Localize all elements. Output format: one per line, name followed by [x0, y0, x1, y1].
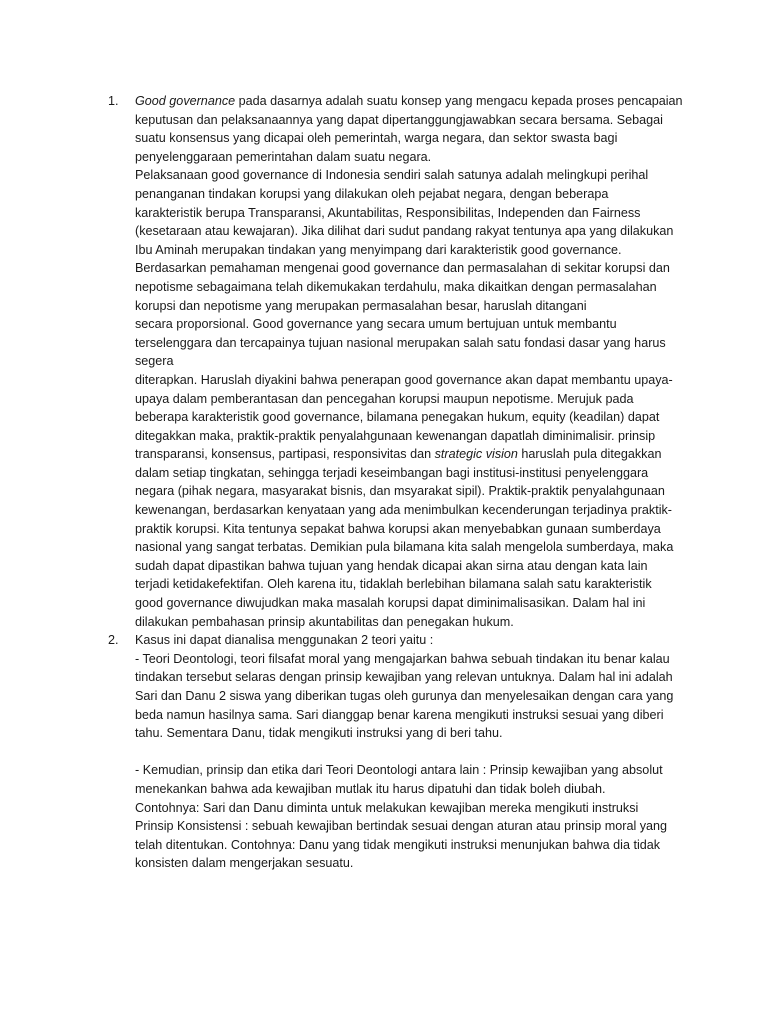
- text-run: Sari dan Danu 2 siswa yang diberikan tugas oleh gurunya dan menyelesaikan dengan cara yang: [135, 689, 674, 703]
- text-line: [135, 185, 678, 204]
- list-item-number: 2.: [108, 633, 119, 648]
- text-run: kewenangan, berdasarkan kenyataan yang ada menimbulkan kecenderungan terjadinya praktik-: [135, 503, 672, 518]
- text-line: [135, 222, 678, 241]
- text-line: [135, 445, 678, 464]
- text-line: [135, 334, 678, 353]
- text-line: [135, 92, 683, 111]
- text-run: nepotisme sebagaimana telah dikemukakan terdahulu, maka dikaitkan dengan permasalahan: [135, 279, 657, 294]
- text-run: good governance diwujudkan maka masalah korupsi dapat diminimalisasikan. Dalam hal ini: [135, 596, 646, 611]
- text-line: [135, 668, 678, 687]
- text-line: [135, 594, 678, 613]
- list-item: [108, 631, 678, 873]
- text-run: (kesetaraan atau kewajaran). Jika dilihat dari sudut pandang rakyat tentunya apa yang dilakukan: [135, 224, 674, 239]
- text-run: keputusan dan pelaksanaannya yang dapat dipertanggungjawabkan secara bersama. Sebagai: [135, 112, 663, 127]
- text-line: [135, 575, 678, 594]
- text-line: [135, 761, 678, 780]
- text-line: [135, 241, 678, 260]
- text-run: Contohnya: Sari dan Danu diminta untuk melakukan kewajiban mereka mengikuti instruksi: [135, 800, 639, 815]
- text-line: [135, 501, 678, 520]
- text-line: [135, 315, 678, 334]
- text-line: [135, 297, 678, 316]
- text-run: terjadi ketidakefektifan. Oleh karena itu, tidaklah berlebihan bilamana salah satu karakteristik: [135, 577, 652, 592]
- list-item-number: 1.: [108, 94, 119, 108]
- text-run: beda namun hasilnya sama. Sari dianggap benar karena mengikuti instruksi sesuai yang diberi: [135, 707, 664, 722]
- text-line: [135, 854, 678, 873]
- text-run: tahu. Sementara Danu, tidak mengikuti instruksi yang di beri tahu.: [135, 726, 503, 741]
- text-line: [135, 650, 678, 669]
- text-run: - Teori Deontologi, teori filsafat moral yang mengajarkan bahwa sebuah tindakan itu benar kalau: [135, 651, 670, 666]
- text-line: [135, 148, 678, 167]
- text-line: [135, 557, 678, 576]
- text-run: segera: [135, 354, 174, 369]
- text-line: [135, 371, 678, 390]
- text-line: [135, 278, 678, 297]
- text-run: secara proporsional. Good governance yang secara umum bertujuan untuk membantu: [135, 317, 617, 332]
- text-line: [135, 613, 678, 632]
- text-run: beberapa karakteristik good governance, bilamana penegakan hukum, equity (keadilan) dapat: [135, 410, 660, 425]
- text-line: [135, 259, 678, 278]
- text-line: [135, 390, 678, 409]
- text-run: diterapkan. Haruslah diyakini bahwa penerapan good governance akan dapat membantu upaya-: [135, 372, 673, 387]
- text-run: terselenggara dan tercapainya tujuan nasional merupakan salah satu fondasi dasar yang harus: [135, 335, 666, 350]
- text-run: penanganan tindakan korupsi yang dilakukan oleh pejabat negara, dengan beberapa: [135, 186, 609, 201]
- text-run: pada dasarnya adalah suatu konsep yang mengacu kepada proses pencapaian: [235, 94, 683, 108]
- text-run: tindakan tersebut selaras dengan prinsip kewajiban yang relevan untuknya. Dalam hal ini adalah: [135, 670, 673, 685]
- text-line: [135, 706, 678, 725]
- text-run: telah ditentukan. Contohnya: Danu yang tidak mengikuti instruksi menunjukan bahwa dia tidak: [135, 837, 661, 852]
- text-line: [135, 352, 678, 371]
- italic-text: strategic vision: [434, 447, 518, 462]
- numbered-list: [108, 92, 683, 873]
- text-run: sudah dapat dipastikan bahwa tujuan yang hendak dicapai akan sirna atau dengan kata lain: [135, 558, 648, 573]
- text-run: nasional yang sangat terbatas. Demikian pula bilamana kita salah mengelola sumberdaya, maka: [135, 540, 674, 555]
- text-run: upaya dalam pemberantasan dan pencegahan korupsi maupun nepotisme. Merujuk pada: [135, 391, 634, 406]
- text-line: [135, 427, 678, 446]
- text-run: dalam setiap tingkatan, sehingga terjadi keseimbangan bagi institusi-institusi penyelenggara: [135, 465, 649, 480]
- text-run: suatu konsensus yang dicapai oleh pemerintah, warga negara, dan sektor swasta bagi: [135, 131, 618, 146]
- text-line: [135, 408, 678, 427]
- text-run: Prinsip Konsistensi : sebuah kewajiban bertindak sesuai dengan aturan atau prinsip moral yang: [135, 819, 668, 834]
- text-line: [135, 631, 678, 650]
- text-line: [135, 538, 678, 557]
- text-line: [135, 520, 678, 539]
- text-run: dilakukan pembahasan prinsip akuntabilitas dan penegakan hukum.: [135, 614, 514, 629]
- text-line: [135, 780, 678, 799]
- text-line: [135, 799, 678, 818]
- text-run: korupsi dan nepotisme yang merupakan permasalahan besar, haruslah ditangani: [135, 298, 587, 313]
- text-line: [135, 166, 678, 185]
- text-run: Ibu Aminah merupakan tindakan yang menyimpang dari karakteristik good governance.: [135, 242, 622, 257]
- text-line: [135, 129, 678, 148]
- text-run: negara (pihak negara, masyarakat bisnis, dan msyarakat sipil). Praktik-praktik penyalahgunaan: [135, 484, 665, 499]
- text-run: Kasus ini dapat dianalisa menggunakan 2 teori yaitu :: [135, 633, 434, 648]
- text-run: menekankan bahwa ada kewajiban mutlak itu harus dipatuhi dan tidak boleh diubah.: [135, 781, 606, 796]
- text-run: - Kemudian, prinsip dan etika dari Teori Deontologi antara lain : Prinsip kewajiban yang absolut: [135, 763, 663, 778]
- text-line: [135, 204, 678, 223]
- blank-line: [135, 743, 678, 762]
- text-run: praktik korupsi. Kita tentunya sepakat bahwa korupsi akan menyebabkan gunaan sumberdaya: [135, 521, 661, 536]
- text-line: [135, 724, 678, 743]
- text-run: karakteristik berupa Transparansi, Akuntabilitas, Responsibilitas, Independen dan Fairness: [135, 205, 641, 220]
- text-run: ditegakkan maka, praktik-praktik penyalahgunaan kewenangan dapatlah diminimalisir. prinsip: [135, 428, 656, 443]
- list-item: [108, 92, 683, 631]
- text-run: Pelaksanaan good governance di Indonesia sendiri salah satunya adalah melingkupi perihal: [135, 168, 649, 183]
- text-run: penyelenggaraan pemerintahan dalam suatu negara.: [135, 149, 432, 164]
- text-run: haruslah pula ditegakkan: [517, 447, 662, 462]
- text-line: [135, 817, 678, 836]
- text-run: transparansi, konsensus, partipasi, responsivitas dan: [135, 447, 435, 462]
- text-run: konsisten dalam mengerjakan sesuatu.: [135, 856, 354, 871]
- text-line: [135, 464, 678, 483]
- italic-text: Good governance: [135, 94, 236, 108]
- text-line: [135, 482, 678, 501]
- text-run: Berdasarkan pemahaman mengenai good governance dan permasalahan di sekitar korupsi dan: [135, 261, 670, 276]
- text-line: [135, 687, 678, 706]
- text-line: [135, 111, 678, 130]
- text-line: [135, 836, 678, 855]
